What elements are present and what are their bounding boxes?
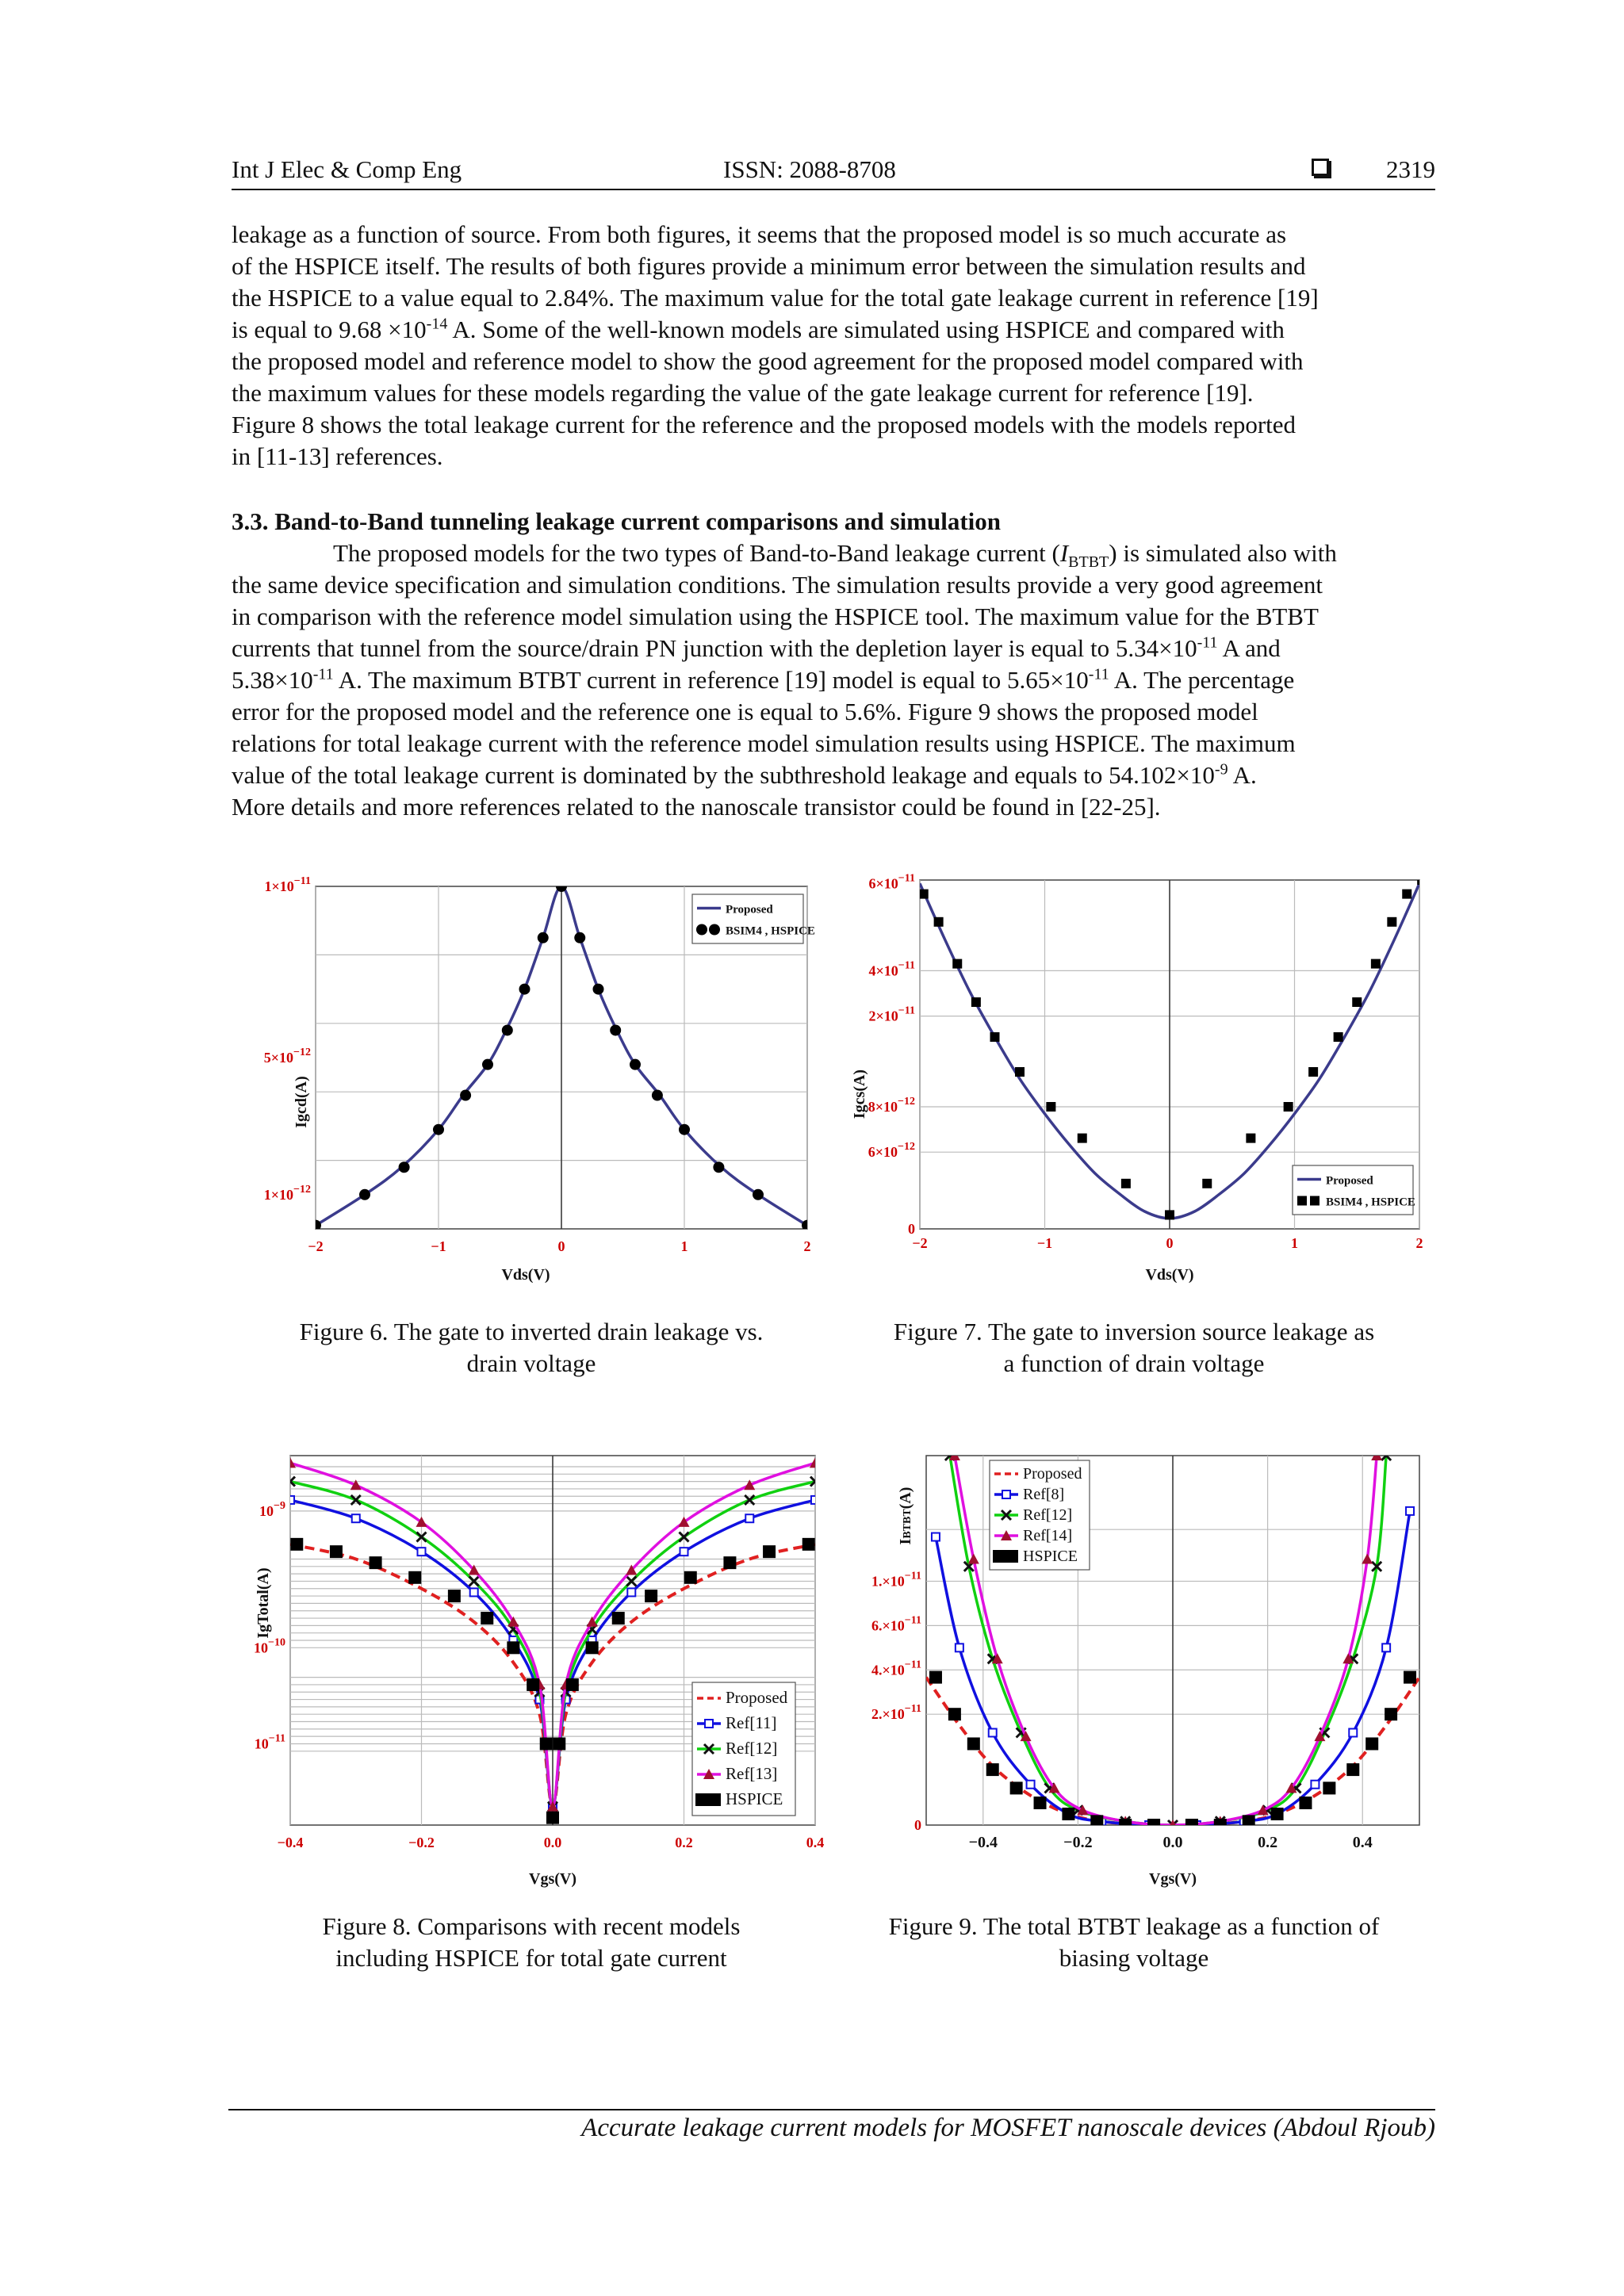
data-point: [540, 1737, 553, 1750]
issn: ISSN: 2088-8708: [723, 155, 896, 183]
data-point: [433, 1124, 444, 1135]
data-point: [1299, 1797, 1312, 1809]
data-point: [1334, 1032, 1343, 1042]
tick-exponent: −11: [904, 1703, 921, 1716]
tick-exponent: −12: [898, 1096, 915, 1108]
figure-7: [841, 872, 1423, 1284]
data-point: [652, 1090, 663, 1101]
data-point: [753, 1189, 764, 1200]
data-point: [1165, 1210, 1174, 1219]
figure-8-caption: Figure 8. Comparisons with recent models including HSPICE for total gate current: [322, 1912, 741, 1972]
data-point: [802, 1538, 815, 1551]
data-point: [1046, 1102, 1055, 1112]
data-point: [1034, 1797, 1047, 1809]
x-tick-label: −0.2: [1063, 1834, 1093, 1851]
legend-label: Ref[12]: [1023, 1506, 1073, 1524]
data-point: [1352, 997, 1362, 1007]
x-tick-label: 0.0: [1162, 1834, 1183, 1851]
data-point: [1121, 1179, 1131, 1188]
x-tick-label: 0: [557, 1238, 565, 1254]
x-tick-label: 0.2: [675, 1835, 693, 1850]
y-tick-label: [869, 1005, 915, 1024]
tick-exponent: −11: [293, 875, 311, 887]
data-point: [1349, 1729, 1357, 1737]
y-tick-label: [868, 1141, 915, 1160]
data-point: [627, 1588, 635, 1596]
legend-label: HSPICE: [726, 1789, 783, 1808]
data-point: [1243, 1815, 1255, 1827]
square-bullet-icon: [1312, 159, 1329, 176]
data-point: [1119, 1819, 1132, 1831]
x-tick-label: 0.0: [543, 1835, 562, 1850]
tick-mantissa: 6×10: [868, 875, 898, 892]
tick-mantissa: 10: [254, 1735, 269, 1752]
data-point: [1404, 1671, 1416, 1684]
data-point: [359, 1189, 370, 1200]
data-point: [723, 1556, 736, 1569]
chart-svg: [236, 872, 815, 1284]
data-point: [448, 1590, 461, 1602]
data-point: [482, 1059, 493, 1070]
x-tick-label: −0.2: [408, 1835, 435, 1850]
legend-label: Ref[14]: [1023, 1527, 1073, 1544]
chart-svg: [841, 1445, 1419, 1888]
tick-exponent: −12: [293, 1183, 311, 1196]
data-point: [352, 1514, 360, 1522]
x-axis-label: Vds(V): [501, 1266, 550, 1284]
data-point: [586, 1641, 599, 1654]
data-point: [460, 1090, 471, 1101]
x-tick-label: 0.4: [806, 1835, 825, 1850]
tick-exponent: −11: [904, 1614, 921, 1627]
tick-exponent: −9: [274, 1499, 285, 1512]
chart-svg: [236, 1445, 825, 1888]
legend-label: Proposed: [726, 903, 773, 916]
data-point: [546, 1812, 559, 1824]
legend-label: Ref[8]: [1023, 1486, 1065, 1503]
tick-mantissa: 8×10: [868, 1099, 898, 1115]
tick-exponent: −11: [898, 1004, 915, 1017]
data-point: [713, 1161, 724, 1173]
legend-label: HSPICE: [1023, 1548, 1078, 1565]
y-tick-label: [868, 1096, 915, 1115]
data-point: [502, 1024, 513, 1035]
tick-exponent: −11: [268, 1732, 285, 1745]
data-point: [399, 1161, 410, 1173]
data-point: [990, 1032, 1000, 1042]
data-point: [1365, 1737, 1378, 1750]
x-tick-label: −0.4: [277, 1835, 304, 1850]
data-point: [1402, 890, 1411, 899]
data-point: [610, 1024, 621, 1035]
data-point: [919, 890, 929, 899]
data-point: [1417, 875, 1427, 885]
data-point: [971, 997, 981, 1007]
x-tick-label: −0.4: [968, 1834, 998, 1851]
legend-marker: [708, 1793, 721, 1806]
legend-label: Proposed: [726, 1688, 788, 1707]
legend-marker: [1005, 1550, 1018, 1563]
data-point: [1246, 1134, 1255, 1143]
x-tick-label: −2: [912, 1235, 928, 1251]
data-point: [684, 1571, 697, 1584]
data-point: [989, 1729, 997, 1737]
footer-rule: [228, 2109, 1435, 2110]
legend-marker: [993, 1550, 1005, 1563]
data-point: [1323, 1781, 1335, 1794]
tick-mantissa: 2.×10: [871, 1706, 905, 1723]
text-line: relations for total leakage current with the reference model simulation results using HSPICE. The maximum: [232, 729, 1296, 757]
data-point: [519, 984, 530, 995]
data-point: [1078, 1134, 1087, 1143]
data-point: [1271, 1808, 1284, 1820]
text-line: of the HSPICE itself. The results of both figures provide a minimum error between the simulation results and: [232, 252, 1306, 280]
data-point: [1062, 1808, 1074, 1820]
x-tick-label: 1: [680, 1238, 688, 1254]
running-header: [232, 155, 1435, 190]
tick-mantissa: 4.×10: [871, 1662, 905, 1678]
text-line: $5.38\times 10^{-11}$ A. The maximum BTBT current in reference [19] model is equal to $5.65\times 10^{-11}$ A. The percentage: [232, 665, 1295, 694]
tick-exponent: −11: [898, 872, 915, 885]
data-point: [679, 1124, 690, 1135]
data-point: [553, 1737, 565, 1750]
page-number: 2319: [1386, 155, 1435, 183]
section-heading: 3.3. Band-to-Band tunneling leakage current comparisons and simulation: [232, 507, 1002, 535]
y-tick-label: [255, 1732, 285, 1751]
text-line: the same device specification and simulation conditions. The simulation results provide a very good agreement: [232, 571, 1323, 599]
figure-9: [841, 1445, 1419, 1888]
tick-exponent: −11: [898, 959, 915, 972]
data-point: [1015, 1067, 1025, 1077]
tick-mantissa: 4×10: [868, 962, 898, 979]
data-point: [290, 1538, 303, 1551]
data-point: [929, 1671, 942, 1684]
tick-mantissa: 6×10: [868, 1144, 898, 1161]
x-axis-label: Vgs(V): [1149, 1870, 1197, 1888]
legend-label: BSIM4 , HSPICE: [726, 924, 815, 938]
text-line: value of the total leakage current is dominated by the subthreshold leakage and equals to $54.102\times 10^{-9}$ A.: [232, 760, 1257, 789]
y-tick-label: [871, 1570, 921, 1589]
legend-label: Ref[12]: [726, 1739, 778, 1758]
x-axis-label: Vds(V): [1145, 1266, 1194, 1284]
text-line: error for the proposed model and the reference one is equal to 5.6%. Figure 9 shows the proposed model: [232, 698, 1258, 725]
x-tick-label: 2: [803, 1238, 811, 1254]
legend-marker: [1310, 1196, 1320, 1206]
y-tick-label: [259, 1500, 285, 1519]
data-point: [527, 1678, 539, 1691]
text-line: the HSPICE to a value equal to 2.84%. The maximum value for the total gate leakage current in reference [19]: [232, 284, 1319, 312]
data-point: [481, 1612, 493, 1624]
x-axis-label: Vgs(V): [529, 1870, 576, 1888]
data-point: [680, 1548, 688, 1556]
data-point: [763, 1545, 776, 1558]
figure-6-caption: Figure 6. The gate to inverted drain leakage vs. drain voltage: [299, 1318, 764, 1377]
data-point: [612, 1612, 625, 1624]
tick-exponent: −12: [898, 1141, 915, 1154]
figure-9-caption: Figure 9. The total BTBT leakage as a function of biasing voltage: [888, 1912, 1380, 1972]
data-point: [470, 1588, 478, 1596]
paragraph-1: [232, 219, 1435, 473]
x-tick-label: −1: [1036, 1235, 1053, 1251]
data-point: [932, 1533, 940, 1541]
y-tick-label: [264, 1047, 311, 1066]
y-tick-label: [869, 872, 915, 891]
data-point: [1214, 1819, 1227, 1831]
tick-mantissa: 1×10: [263, 1186, 294, 1203]
data-point: [507, 1641, 519, 1654]
x-tick-label: 0: [1166, 1235, 1174, 1251]
tick-mantissa: 6.×10: [871, 1617, 905, 1634]
legend-marker: [1002, 1490, 1010, 1498]
label-part: (A): [897, 1487, 914, 1510]
legend-label: Ref[13]: [726, 1764, 778, 1783]
tick-exponent: −11: [904, 1570, 921, 1582]
label-part: I: [897, 1538, 914, 1545]
text-line: More details and more references related to the nanoscale transistor could be found in [22-25].: [232, 793, 1161, 821]
figure-7-caption: Figure 7. The gate to inversion source leakage as a function of drain voltage: [893, 1318, 1375, 1377]
data-point: [986, 1763, 999, 1776]
text-line: leakage as a function of source. From both figures, it seems that the proposed model is so much accurate as: [232, 220, 1287, 248]
text-line: Figure 8 shows the total leakage current for the reference and the proposed models with the models reported: [232, 411, 1297, 438]
data-point: [574, 932, 585, 943]
legend-marker: [695, 1793, 708, 1806]
figure-8: [236, 1445, 825, 1888]
tick-mantissa: 5×10: [263, 1050, 294, 1066]
data-point: [370, 1556, 382, 1569]
y-tick-label: [871, 1659, 921, 1678]
data-point: [408, 1571, 421, 1584]
legend-marker: [705, 1720, 713, 1728]
data-point: [1090, 1815, 1103, 1827]
tick-exponent: −11: [904, 1659, 921, 1671]
text-line: The proposed models for the two types of Band-to-Band leakage current $(I_{BTBT})$ is simulated also with: [333, 539, 1337, 572]
running-footer: Accurate leakage current models for MOSFET nanoscale devices (Abdoul Rjoub): [581, 2114, 1435, 2142]
tick-mantissa: 1.×10: [871, 1573, 905, 1590]
y-tick-label: [871, 1614, 921, 1633]
data-point: [630, 1059, 641, 1070]
y-tick-label: [254, 1636, 285, 1655]
tick-mantissa: 1×10: [264, 878, 294, 894]
text-line: the proposed model and reference model to show the good agreement for the proposed model compared with: [232, 347, 1304, 375]
paragraph-2: [232, 538, 1435, 823]
tick-exponent: −12: [293, 1047, 311, 1058]
tick-mantissa: 2×10: [868, 1008, 898, 1024]
data-point: [1406, 1507, 1414, 1515]
tick-mantissa: 10: [259, 1502, 274, 1519]
data-point: [566, 1678, 579, 1691]
data-point: [1027, 1781, 1035, 1789]
chart-svg: [841, 872, 1423, 1284]
y-axis-label: [897, 1487, 914, 1545]
data-point: [1308, 1067, 1318, 1077]
data-point: [1202, 1179, 1212, 1188]
y-tick-label: [871, 1703, 921, 1722]
y-tick-label: [914, 1817, 921, 1833]
legend-label: Ref[11]: [726, 1713, 777, 1732]
x-tick-label: 0.4: [1352, 1834, 1373, 1851]
data-point: [645, 1590, 657, 1602]
legend-marker: [696, 924, 707, 936]
label-part: BTBT: [902, 1509, 914, 1539]
data-point: [948, 1708, 961, 1720]
data-point: [1385, 1708, 1397, 1720]
y-axis-label: IgTotal(A): [255, 1567, 272, 1639]
x-tick-label: 2: [1415, 1235, 1423, 1251]
y-tick-label: [264, 1184, 311, 1203]
x-tick-label: 1: [1291, 1235, 1298, 1251]
figure-6: [236, 872, 815, 1284]
y-tick-label: [908, 1221, 915, 1237]
y-axis-label: Igcs(A): [851, 1069, 868, 1119]
legend: [1293, 1165, 1415, 1215]
x-tick-label: −1: [431, 1238, 446, 1254]
text-line: in comparison with the reference model simulation using the HSPICE tool. The maximum value for the BTBT: [232, 603, 1319, 630]
data-point: [1284, 1102, 1293, 1112]
data-point: [593, 984, 604, 995]
data-point: [1346, 1763, 1359, 1776]
data-point: [952, 959, 962, 969]
data-point: [745, 1514, 753, 1522]
data-point: [1382, 1644, 1390, 1651]
data-point: [934, 917, 944, 927]
data-point: [1311, 1781, 1319, 1789]
data-point: [418, 1548, 426, 1556]
data-point: [967, 1737, 980, 1750]
text-line: currents that tunnel from the source/drain PN junction with the depletion layer is equal to $5.34\times 10^{-11}$ A and: [232, 633, 1281, 662]
legend-marker: [709, 924, 720, 936]
text-line: the maximum values for these models regarding the value of the gate leakage current for reference [19].: [232, 379, 1254, 407]
legend: [692, 1682, 795, 1816]
x-tick-label: 0.2: [1258, 1834, 1278, 1851]
data-point: [538, 932, 549, 943]
legend-label: Proposed: [1326, 1174, 1373, 1188]
tick-mantissa: 10: [254, 1640, 269, 1656]
data-point: [1010, 1781, 1023, 1794]
legend-label: BSIM4 , HSPICE: [1326, 1196, 1415, 1209]
data-point: [811, 1496, 819, 1504]
data-point: [1387, 917, 1396, 927]
data-point: [286, 1496, 294, 1504]
data-point: [556, 881, 567, 892]
text-line: in [11-13] references.: [232, 442, 443, 470]
data-point: [1147, 1819, 1160, 1831]
y-axis-label: Igcd(A): [293, 1076, 310, 1128]
header-rule: [232, 189, 1435, 190]
legend: [692, 894, 815, 943]
y-tick-label: [265, 875, 311, 894]
data-point: [330, 1545, 343, 1558]
text-line: is equal to $9.68 \times 10^{-14}$ A. Some of the well-known models are simulated using HSPICE and compared with: [232, 315, 1285, 343]
journal-name: Int J Elec & Comp Eng: [232, 155, 462, 183]
x-tick-label: −2: [308, 1238, 324, 1254]
y-tick-label: [869, 959, 915, 978]
data-point: [1371, 959, 1381, 969]
data-point: [956, 1644, 963, 1651]
legend: [990, 1460, 1090, 1570]
tick-mantissa: 0: [914, 1817, 921, 1833]
data-point: [1185, 1819, 1198, 1831]
tick-mantissa: 0: [908, 1221, 915, 1237]
legend-label: Proposed: [1023, 1465, 1082, 1483]
legend-marker: [1297, 1196, 1307, 1206]
tick-exponent: −10: [268, 1636, 285, 1649]
